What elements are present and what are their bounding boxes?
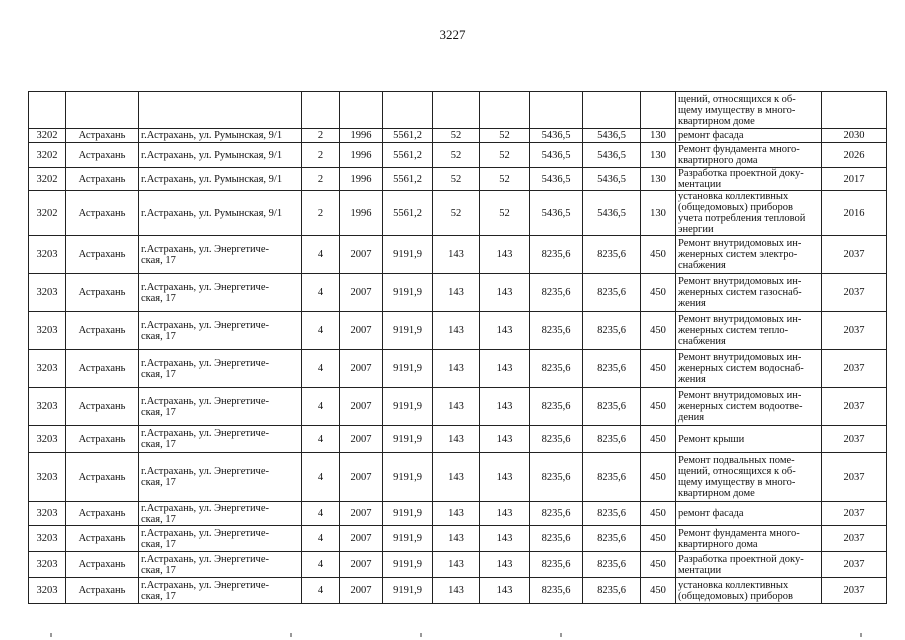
cell-floors: 4 — [302, 502, 340, 526]
cell-n1: 143 — [433, 578, 480, 604]
cell-address: г.Астрахань, ул. Румынская, 9/1 — [139, 191, 302, 236]
table-row — [29, 129, 887, 143]
cell-address: г.Астрахань, ул. Энергетиче- ская, 17 — [139, 236, 302, 274]
cell-id: 3202 — [29, 191, 66, 236]
cell-id: 3203 — [29, 552, 66, 578]
cell-area-total: 9191,9 — [383, 312, 433, 350]
cell-area-total: 9191,9 — [383, 578, 433, 604]
empty-cell — [822, 92, 887, 129]
cell-due: 2037 — [822, 350, 887, 388]
cell-n1: 52 — [433, 129, 480, 143]
cell-area2: 8235,6 — [583, 502, 641, 526]
cell-year: 2007 — [340, 426, 383, 453]
cell-area-total: 5561,2 — [383, 191, 433, 236]
cell-n1: 143 — [433, 502, 480, 526]
cell-address: г.Астрахань, ул. Энергетиче- ская, 17 — [139, 426, 302, 453]
cell-floors: 4 — [302, 274, 340, 312]
cell-desc: ремонт фасада — [676, 502, 822, 526]
cell-id: 3203 — [29, 274, 66, 312]
cell-area-total: 9191,9 — [383, 426, 433, 453]
cell-due: 2037 — [822, 502, 887, 526]
cell-year: 2007 — [340, 453, 383, 502]
cell-due: 2037 — [822, 578, 887, 604]
cell-n3: 450 — [641, 453, 676, 502]
cell-address: г.Астрахань, ул. Энергетиче- ская, 17 — [139, 312, 302, 350]
cell-city: Астрахань — [66, 274, 139, 312]
cell-desc: Ремонт фундамента много- квартирного дома — [676, 526, 822, 552]
cell-address: г.Астрахань, ул. Энергетиче- ская, 17 — [139, 274, 302, 312]
cell-area2: 5436,5 — [583, 168, 641, 191]
cell-desc: Разработка проектной доку- ментации — [676, 552, 822, 578]
cell-n2: 143 — [480, 426, 530, 453]
empty-cell — [583, 92, 641, 129]
cell-n1: 52 — [433, 168, 480, 191]
cell-year: 2007 — [340, 502, 383, 526]
cell-n2: 143 — [480, 526, 530, 552]
cell-id: 3202 — [29, 143, 66, 168]
cell-floors: 4 — [302, 426, 340, 453]
cell-area1: 8235,6 — [530, 552, 583, 578]
table-row — [29, 168, 887, 191]
cell-address: г.Астрахань, ул. Энергетиче- ская, 17 — [139, 526, 302, 552]
cell-address: г.Астрахань, ул. Энергетиче- ская, 17 — [139, 388, 302, 426]
cell-area2: 8235,6 — [583, 236, 641, 274]
cell-due: 2037 — [822, 526, 887, 552]
cell-area2: 8235,6 — [583, 453, 641, 502]
cell-n3: 450 — [641, 552, 676, 578]
empty-cell — [480, 92, 530, 129]
cell-area1: 8235,6 — [530, 350, 583, 388]
cell-area-total: 5561,2 — [383, 129, 433, 143]
capital-repair-table — [28, 91, 887, 604]
cell-city: Астрахань — [66, 426, 139, 453]
cell-floors: 4 — [302, 578, 340, 604]
cell-city: Астрахань — [66, 502, 139, 526]
cell-city: Астрахань — [66, 168, 139, 191]
cell-n1: 143 — [433, 526, 480, 552]
table-row — [29, 274, 887, 312]
cell-due: 2037 — [822, 426, 887, 453]
cell-due: 2030 — [822, 129, 887, 143]
cell-year: 2007 — [340, 578, 383, 604]
table-row — [29, 143, 887, 168]
table-row — [29, 388, 887, 426]
cell-id: 3203 — [29, 426, 66, 453]
cell-n3: 450 — [641, 388, 676, 426]
cell-n1: 143 — [433, 350, 480, 388]
cell-year: 2007 — [340, 312, 383, 350]
cell-n2: 143 — [480, 274, 530, 312]
cell-desc: Ремонт подвальных поме- щений, относящихся к об- щему имуществу в много- квартирном доме — [676, 453, 822, 502]
cell-area2: 8235,6 — [583, 274, 641, 312]
cell-area2: 5436,5 — [583, 129, 641, 143]
cell-n3: 450 — [641, 236, 676, 274]
cell-due: 2017 — [822, 168, 887, 191]
cell-area1: 8235,6 — [530, 453, 583, 502]
cell-year: 1996 — [340, 143, 383, 168]
table-row — [29, 350, 887, 388]
table-row-continuation — [29, 92, 887, 129]
cell-floors: 4 — [302, 552, 340, 578]
table-row — [29, 552, 887, 578]
cell-n3: 450 — [641, 578, 676, 604]
cell-city: Астрахань — [66, 453, 139, 502]
empty-cell — [433, 92, 480, 129]
cell-area2: 8235,6 — [583, 552, 641, 578]
table-row — [29, 502, 887, 526]
cell-n1: 52 — [433, 143, 480, 168]
cell-desc: ремонт фасада — [676, 129, 822, 143]
cell-year: 2007 — [340, 552, 383, 578]
cell-floors: 4 — [302, 526, 340, 552]
cell-area1: 8235,6 — [530, 236, 583, 274]
cell-area2: 5436,5 — [583, 191, 641, 236]
cell-n3: 450 — [641, 502, 676, 526]
empty-cell — [302, 92, 340, 129]
cell-area2: 8235,6 — [583, 578, 641, 604]
cell-n1: 143 — [433, 426, 480, 453]
empty-cell — [139, 92, 302, 129]
cell-floors: 4 — [302, 388, 340, 426]
cell-desc: установка коллективных (общедомовых) приборов — [676, 578, 822, 604]
cell-floors: 2 — [302, 168, 340, 191]
cell-n1: 143 — [433, 453, 480, 502]
cell-n1: 143 — [433, 312, 480, 350]
cell-area-total: 5561,2 — [383, 143, 433, 168]
cell-area-total: 9191,9 — [383, 502, 433, 526]
cell-desc: Ремонт крыши — [676, 426, 822, 453]
cell-n1: 143 — [433, 236, 480, 274]
cell-floors: 4 — [302, 312, 340, 350]
cell-n2: 143 — [480, 578, 530, 604]
cell-n2: 143 — [480, 502, 530, 526]
cell-area-total: 5561,2 — [383, 168, 433, 191]
cell-area1: 5436,5 — [530, 168, 583, 191]
cell-due: 2037 — [822, 453, 887, 502]
cell-area1: 8235,6 — [530, 274, 583, 312]
cell-n2: 143 — [480, 552, 530, 578]
cell-n2: 143 — [480, 312, 530, 350]
cell-city: Астрахань — [66, 552, 139, 578]
empty-cell — [66, 92, 139, 129]
page-edge-marks — [0, 633, 905, 640]
table-row — [29, 526, 887, 552]
cell-n3: 450 — [641, 274, 676, 312]
cell-id: 3202 — [29, 129, 66, 143]
cell-address: г.Астрахань, ул. Энергетиче- ская, 17 — [139, 552, 302, 578]
cell-year: 1996 — [340, 168, 383, 191]
cell-address: г.Астрахань, ул. Энергетиче- ская, 17 — [139, 453, 302, 502]
cell-due: 2037 — [822, 312, 887, 350]
cell-area1: 5436,5 — [530, 143, 583, 168]
cell-year: 2007 — [340, 236, 383, 274]
cell-desc: Ремонт внутридомовых ин- женерных систем водоснаб- жения — [676, 350, 822, 388]
cell-due: 2026 — [822, 143, 887, 168]
cell-id: 3203 — [29, 236, 66, 274]
cell-n1: 52 — [433, 191, 480, 236]
cell-n3: 450 — [641, 426, 676, 453]
cell-id: 3203 — [29, 350, 66, 388]
cell-area1: 8235,6 — [530, 526, 583, 552]
cell-id: 3203 — [29, 502, 66, 526]
empty-cell — [641, 92, 676, 129]
cell-address: г.Астрахань, ул. Энергетиче- ская, 17 — [139, 350, 302, 388]
cell-n2: 52 — [480, 129, 530, 143]
cell-n3: 450 — [641, 526, 676, 552]
cell-area1: 8235,6 — [530, 426, 583, 453]
cell-n3: 450 — [641, 350, 676, 388]
cell-n2: 143 — [480, 388, 530, 426]
cell-address: г.Астрахань, ул. Румынская, 9/1 — [139, 168, 302, 191]
cell-address: г.Астрахань, ул. Румынская, 9/1 — [139, 143, 302, 168]
cell-n2: 52 — [480, 143, 530, 168]
cell-address: г.Астрахань, ул. Энергетиче- ская, 17 — [139, 578, 302, 604]
cell-floors: 2 — [302, 129, 340, 143]
cell-city: Астрахань — [66, 191, 139, 236]
cell-area-total: 9191,9 — [383, 453, 433, 502]
cell-n2: 143 — [480, 453, 530, 502]
cell-city: Астрахань — [66, 143, 139, 168]
cell-desc: Ремонт внутридомовых ин- женерных систем тепло- снабжения — [676, 312, 822, 350]
cell-address: г.Астрахань, ул. Энергетиче- ская, 17 — [139, 502, 302, 526]
cell-desc: Ремонт внутридомовых ин- женерных систем электро- снабжения — [676, 236, 822, 274]
cell-area-total: 9191,9 — [383, 388, 433, 426]
cell-id: 3203 — [29, 578, 66, 604]
cell-area1: 8235,6 — [530, 312, 583, 350]
cell-desc: Разработка проектной доку- ментации — [676, 168, 822, 191]
cell-area2: 8235,6 — [583, 312, 641, 350]
cell-id: 3202 — [29, 168, 66, 191]
cell-area1: 8235,6 — [530, 578, 583, 604]
cell-desc: установка коллективных (общедомовых) приборов учета потребления тепловой энергии — [676, 191, 822, 236]
cell-n1: 143 — [433, 552, 480, 578]
cell-area2: 8235,6 — [583, 350, 641, 388]
cell-area1: 8235,6 — [530, 502, 583, 526]
cell-city: Астрахань — [66, 388, 139, 426]
cell-due: 2037 — [822, 236, 887, 274]
cell-area2: 5436,5 — [583, 143, 641, 168]
cell-desc: Ремонт внутридомовых ин- женерных систем газоснаб- жения — [676, 274, 822, 312]
cell-year: 1996 — [340, 191, 383, 236]
cell-year: 2007 — [340, 350, 383, 388]
table-row — [29, 578, 887, 604]
cell-address: г.Астрахань, ул. Румынская, 9/1 — [139, 129, 302, 143]
cell-id: 3203 — [29, 388, 66, 426]
cell-due: 2016 — [822, 191, 887, 236]
cell-area1: 5436,5 — [530, 191, 583, 236]
cell-id: 3203 — [29, 453, 66, 502]
cell-floors: 4 — [302, 350, 340, 388]
cell-city: Астрахань — [66, 236, 139, 274]
cell-n2: 143 — [480, 350, 530, 388]
cell-area-total: 9191,9 — [383, 552, 433, 578]
cell-n1: 143 — [433, 274, 480, 312]
cell-area-total: 9191,9 — [383, 274, 433, 312]
cell-city: Астрахань — [66, 526, 139, 552]
cell-floors: 4 — [302, 453, 340, 502]
cell-area2: 8235,6 — [583, 526, 641, 552]
cell-floors: 4 — [302, 236, 340, 274]
empty-cell — [29, 92, 66, 129]
cell-city: Астрахань — [66, 129, 139, 143]
cell-area2: 8235,6 — [583, 388, 641, 426]
cell-area-total: 9191,9 — [383, 236, 433, 274]
cell-year: 2007 — [340, 526, 383, 552]
cell-year: 2007 — [340, 388, 383, 426]
table-row — [29, 312, 887, 350]
empty-cell — [530, 92, 583, 129]
cell-n3: 130 — [641, 191, 676, 236]
cell-n3: 130 — [641, 168, 676, 191]
empty-cell — [340, 92, 383, 129]
cell-city: Астрахань — [66, 350, 139, 388]
cell-area1: 8235,6 — [530, 388, 583, 426]
cell-floors: 2 — [302, 191, 340, 236]
cell-year: 2007 — [340, 274, 383, 312]
cell-n3: 130 — [641, 129, 676, 143]
cell-desc: Ремонт внутридомовых ин- женерных систем водоотве- дения — [676, 388, 822, 426]
cell-year: 1996 — [340, 129, 383, 143]
cell-city: Астрахань — [66, 578, 139, 604]
table-row — [29, 453, 887, 502]
cell-desc: щений, относящихся к об- щему имуществу в много- квартирном доме — [676, 92, 822, 129]
cell-n3: 130 — [641, 143, 676, 168]
page-number: 3227 — [439, 27, 466, 42]
cell-n3: 450 — [641, 312, 676, 350]
cell-id: 3203 — [29, 526, 66, 552]
cell-city: Астрахань — [66, 312, 139, 350]
cell-desc: Ремонт фундамента много- квартирного дома — [676, 143, 822, 168]
cell-area1: 5436,5 — [530, 129, 583, 143]
cell-n1: 143 — [433, 388, 480, 426]
cell-area-total: 9191,9 — [383, 526, 433, 552]
cell-due: 2037 — [822, 274, 887, 312]
cell-due: 2037 — [822, 388, 887, 426]
table-row — [29, 426, 887, 453]
table-row — [29, 191, 887, 236]
cell-due: 2037 — [822, 552, 887, 578]
cell-area-total: 9191,9 — [383, 350, 433, 388]
cell-n2: 143 — [480, 236, 530, 274]
cell-id: 3203 — [29, 312, 66, 350]
cell-floors: 2 — [302, 143, 340, 168]
cell-n2: 52 — [480, 168, 530, 191]
empty-cell — [383, 92, 433, 129]
cell-area2: 8235,6 — [583, 426, 641, 453]
table-row — [29, 236, 887, 274]
cell-n2: 52 — [480, 191, 530, 236]
